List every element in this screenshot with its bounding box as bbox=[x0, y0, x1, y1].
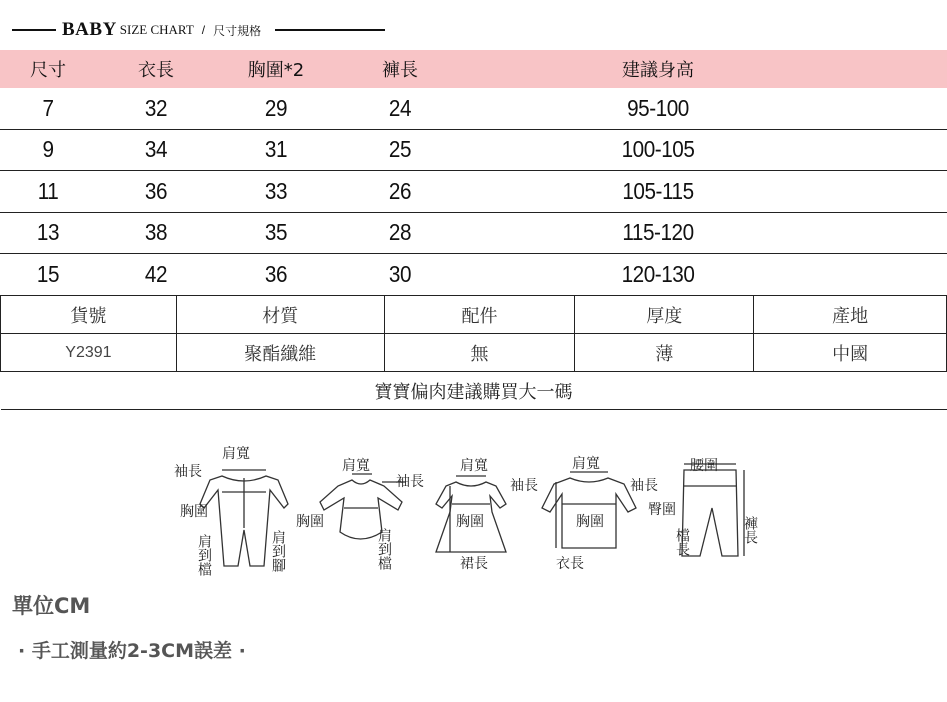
cell-chest: 33 bbox=[264, 177, 288, 204]
garment-diagram-svg bbox=[160, 446, 780, 586]
cell-length: 36 bbox=[144, 177, 168, 204]
label-bodysuit-shoulder: 肩寬 bbox=[342, 458, 370, 474]
column-header-chest: 胸圍*2 bbox=[247, 60, 305, 81]
size-advice-note: 寶寶偏肉建議購買大一碼 bbox=[1, 372, 947, 410]
header-subtitle: SIZE CHART bbox=[119, 22, 194, 37]
cell-size: 7 bbox=[42, 94, 54, 121]
column-header-pants-length: 褲長 bbox=[382, 60, 418, 81]
table-row bbox=[0, 213, 947, 255]
column-header-length: 衣長 bbox=[138, 60, 174, 81]
label-dress-length: 裙長 bbox=[460, 556, 488, 572]
cell-size: 9 bbox=[42, 136, 54, 163]
table-row bbox=[0, 171, 947, 213]
label-dress-shoulder: 肩寬 bbox=[460, 458, 488, 474]
size-chart-header bbox=[12, 16, 432, 44]
cell-chest: 29 bbox=[264, 94, 288, 121]
label-romper-shoulder: 肩寬 bbox=[222, 446, 250, 462]
header-rule-left bbox=[12, 29, 56, 31]
info-header-accessories: 配件 bbox=[384, 296, 575, 334]
label-dress-chest: 胸圍 bbox=[456, 514, 484, 530]
label-bodysuit-shoulder-to-crotch: 肩到檔 bbox=[376, 528, 392, 570]
info-value-accessories: 無 bbox=[384, 334, 575, 372]
size-table-header bbox=[0, 50, 947, 88]
info-header-item-no: 貨號 bbox=[1, 296, 177, 334]
info-value-origin: 中國 bbox=[754, 334, 947, 372]
cell-length: 38 bbox=[144, 219, 168, 246]
label-romper-shoulder-to-foot: 肩到腳 bbox=[270, 530, 286, 572]
cell-pants-length: 28 bbox=[388, 219, 412, 246]
table-row bbox=[0, 88, 947, 130]
size-table bbox=[0, 50, 947, 296]
column-header-height: 建議身高 bbox=[622, 60, 694, 81]
label-bodysuit-chest: 胸圍 bbox=[296, 514, 324, 530]
cell-size: 13 bbox=[36, 219, 60, 246]
bodysuit-diagram-icon bbox=[320, 474, 406, 539]
measurement-error-note: · 手工測量約2-3CM誤差 · bbox=[18, 640, 246, 662]
cell-length: 32 bbox=[144, 94, 168, 121]
table-row bbox=[0, 254, 947, 296]
label-top-length: 衣長 bbox=[556, 556, 584, 572]
label-top-sleeve: 袖長 bbox=[630, 478, 658, 494]
cell-length: 42 bbox=[144, 260, 168, 287]
cell-length: 34 bbox=[144, 136, 168, 163]
cell-height: 105-115 bbox=[622, 177, 694, 204]
cell-chest: 35 bbox=[264, 219, 288, 246]
cell-pants-length: 24 bbox=[388, 94, 412, 121]
info-header-material: 材質 bbox=[176, 296, 384, 334]
cell-pants-length: 26 bbox=[388, 177, 412, 204]
info-header-origin: 產地 bbox=[754, 296, 947, 334]
cell-size: 15 bbox=[36, 260, 60, 287]
header-rule-right bbox=[275, 29, 385, 31]
cell-size: 11 bbox=[37, 177, 59, 204]
cell-pants-length: 25 bbox=[388, 136, 412, 163]
cell-chest: 31 bbox=[264, 136, 288, 163]
label-pants-length: 褲長 bbox=[742, 516, 758, 544]
label-pants-crotch: 檔長 bbox=[674, 528, 690, 556]
brand-title: BABY bbox=[62, 19, 117, 40]
label-romper-sleeve: 袖長 bbox=[174, 464, 202, 480]
column-header-size: 尺寸 bbox=[30, 60, 66, 81]
header-subtitle-cn: 尺寸規格 bbox=[213, 23, 262, 38]
label-pants-waist: 腰圍 bbox=[690, 458, 718, 474]
cell-height: 100-105 bbox=[621, 136, 695, 163]
info-header-thickness: 厚度 bbox=[575, 296, 754, 334]
info-value-thickness: 薄 bbox=[575, 334, 754, 372]
info-header-row bbox=[1, 296, 947, 334]
label-bodysuit-sleeve: 袖長 bbox=[396, 474, 424, 490]
cell-pants-length: 30 bbox=[388, 260, 412, 287]
unit-label: 單位CM bbox=[12, 594, 91, 618]
product-info-table bbox=[0, 295, 947, 410]
measurement-diagrams bbox=[160, 446, 780, 586]
label-top-chest: 胸圍 bbox=[576, 514, 604, 530]
info-value-material: 聚酯纖維 bbox=[176, 334, 384, 372]
cell-height: 115-120 bbox=[622, 219, 694, 246]
header-divider: / bbox=[201, 23, 206, 37]
pants-diagram-icon bbox=[682, 464, 744, 556]
cell-height: 95-100 bbox=[627, 94, 689, 121]
cell-chest: 36 bbox=[264, 260, 288, 287]
label-pants-hip: 臀圍 bbox=[648, 502, 676, 518]
top-diagram-icon bbox=[542, 472, 636, 548]
info-value-item-no: Y2391 bbox=[1, 334, 177, 372]
cell-height: 120-130 bbox=[621, 260, 695, 287]
label-dress-sleeve: 袖長 bbox=[510, 478, 538, 494]
info-value-row bbox=[1, 334, 947, 372]
table-row bbox=[0, 130, 947, 172]
label-romper-shoulder-to-crotch: 肩到檔 bbox=[196, 534, 212, 576]
label-romper-chest: 胸圍 bbox=[180, 504, 208, 520]
label-top-shoulder: 肩寬 bbox=[572, 456, 600, 472]
info-note-row bbox=[1, 372, 947, 410]
